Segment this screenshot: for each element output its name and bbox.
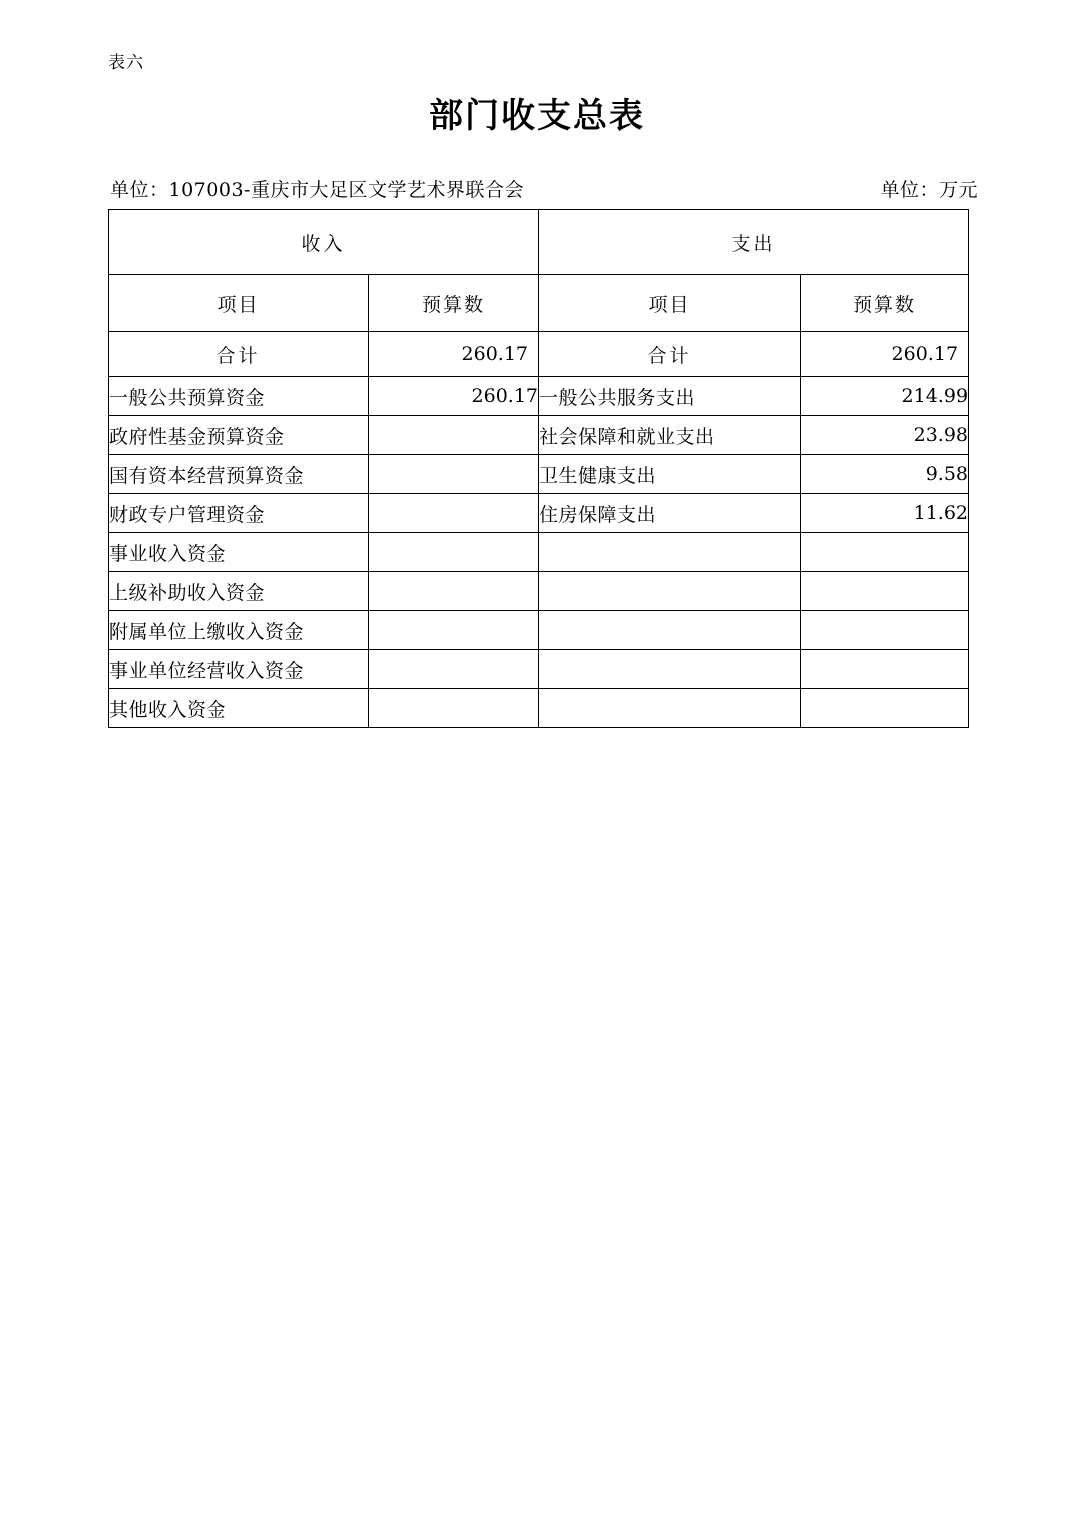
income-item-value [369,416,539,455]
expense-item-label [539,611,801,650]
income-item-value [369,494,539,533]
income-item-value [369,611,539,650]
income-item-value [369,533,539,572]
column-header-income-budget: 预算数 [369,275,539,332]
group-header-income: 收入 [109,210,539,275]
table-row [109,533,969,572]
income-item-label: 其他收入资金 [109,689,369,728]
total-expense-value: 260.17 [801,332,969,377]
unit-name-label: 单位：107003-重庆市大足区文学艺术界联合会 [110,179,524,201]
table-row [109,494,969,533]
income-item-label: 一般公共预算资金 [109,377,369,416]
expense-item-label [539,533,801,572]
table-row [109,416,969,455]
total-income-label: 合计 [109,332,369,377]
table-row [109,572,969,611]
column-header-income-item: 项目 [109,275,369,332]
table-row [109,377,969,416]
income-item-value [369,455,539,494]
expense-item-value: 214.99 [801,377,969,416]
income-item-value [369,572,539,611]
expense-item-label: 一般公共服务支出 [539,377,801,416]
budget-summary-table [108,209,969,728]
income-item-label: 事业收入资金 [109,533,369,572]
expense-item-label [539,572,801,611]
expense-item-value [801,611,969,650]
expense-item-label: 卫生健康支出 [539,455,801,494]
income-item-value [369,650,539,689]
table-row [109,689,969,728]
table-column-header-row [109,275,969,332]
sheet-label: 表六 [108,53,144,73]
total-income-value: 260.17 [369,332,539,377]
table-group-header-row [109,210,969,275]
expense-item-value: 23.98 [801,416,969,455]
income-item-value: 260.17 [369,377,539,416]
income-item-label: 国有资本经营预算资金 [109,455,369,494]
table-row [109,611,969,650]
group-header-expense: 支出 [539,210,969,275]
meta-row [110,175,978,202]
income-item-label: 附属单位上缴收入资金 [109,611,369,650]
total-expense-label: 合计 [539,332,801,377]
expense-item-label [539,689,801,728]
expense-item-value [801,689,969,728]
income-item-value [369,689,539,728]
page-title: 部门收支总表 [429,96,645,136]
expense-item-value [801,572,969,611]
expense-item-label [539,650,801,689]
income-item-label: 财政专户管理资金 [109,494,369,533]
table-row-total [109,332,969,377]
table-row [109,650,969,689]
expense-item-value [801,650,969,689]
income-item-label: 事业单位经营收入资金 [109,650,369,689]
income-item-label: 政府性基金预算资金 [109,416,369,455]
expense-item-label: 住房保障支出 [539,494,801,533]
column-header-expense-budget: 预算数 [801,275,969,332]
expense-item-value: 9.58 [801,455,969,494]
currency-unit-label: 单位：万元 [880,179,978,201]
table-row [109,455,969,494]
expense-item-value [801,533,969,572]
column-header-expense-item: 项目 [539,275,801,332]
expense-item-label: 社会保障和就业支出 [539,416,801,455]
expense-item-value: 11.62 [801,494,969,533]
income-item-label: 上级补助收入资金 [109,572,369,611]
